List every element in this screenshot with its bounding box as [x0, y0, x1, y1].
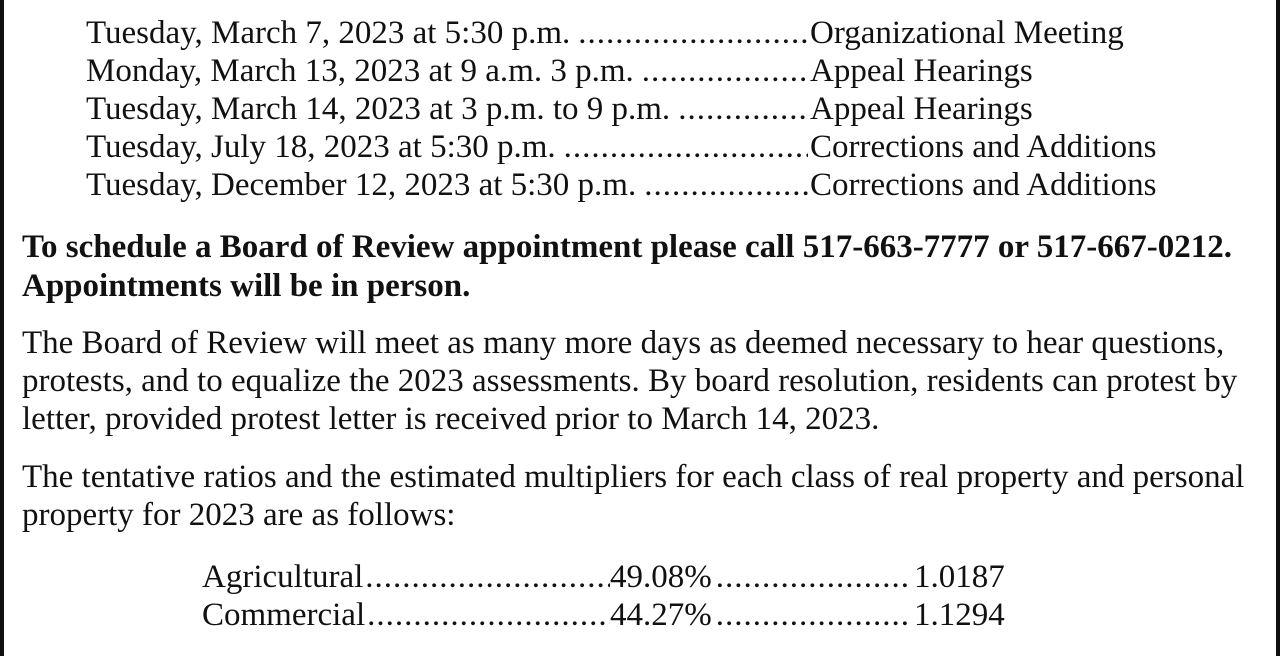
- tentative-ratio: 49.08%: [610, 559, 712, 595]
- schedule-row: [86, 52, 1156, 90]
- dot-leader: [642, 52, 808, 90]
- schedule-event: Corrections and Additions: [810, 167, 1157, 203]
- property-class: Agricultural: [202, 559, 364, 595]
- dot-leader: [716, 596, 910, 634]
- schedule-event: Organizational Meeting: [810, 15, 1124, 51]
- schedule-row: [86, 90, 1156, 128]
- ratio-row: [202, 558, 1005, 596]
- schedule-row: [86, 14, 1156, 52]
- schedule-date: Monday, March 13, 2023 at 9 a.m. 3 p.m.: [86, 53, 634, 89]
- dot-leader: [578, 14, 808, 52]
- dot-leader: [716, 558, 910, 596]
- meetings-paragraph: The Board of Review will meet as many more days as deemed necessary to hear questions, protests, and to equalize the 2023 assessments. By board resolution, residents can protest by letter, provided protest letter is received prior to March 14, 2023.: [22, 325, 1238, 437]
- schedule-row: [86, 166, 1156, 204]
- dot-leader: [644, 166, 808, 204]
- dot-leader: [365, 558, 610, 596]
- dot-leader: [564, 128, 808, 166]
- schedule-date: Tuesday, March 7, 2023 at 5:30 p.m.: [86, 15, 571, 51]
- schedule-event: Corrections and Additions: [810, 129, 1157, 165]
- meeting-schedule: [86, 14, 1156, 204]
- schedule-date: Tuesday, July 18, 2023 at 5:30 p.m.: [86, 129, 556, 165]
- ratios-table: [202, 558, 1005, 634]
- tentative-ratio: 44.27%: [610, 597, 712, 633]
- ratios-intro-paragraph: The tentative ratios and the estimated multipliers for each class of real property and personal property for 2023 are as follows:: [22, 459, 1245, 533]
- estimated-multiplier: 1.1294: [914, 597, 1005, 633]
- appointment-notice: To schedule a Board of Review appointment please call 517-663-7777 or 517-667-0212. Appointments will be in person.: [22, 229, 1232, 304]
- ratio-row: [202, 596, 1005, 634]
- property-class: Commercial: [202, 597, 366, 633]
- estimated-multiplier: 1.0187: [914, 559, 1005, 595]
- dot-leader: [367, 596, 610, 634]
- schedule-event: Appeal Hearings: [810, 53, 1033, 89]
- schedule-event: Appeal Hearings: [810, 91, 1033, 127]
- schedule-date: Tuesday, December 12, 2023 at 5:30 p.m.: [86, 167, 637, 203]
- schedule-date: Tuesday, March 14, 2023 at 3 p.m. to 9 p.m.: [86, 91, 671, 127]
- schedule-row: [86, 128, 1156, 166]
- dot-leader: [678, 90, 808, 128]
